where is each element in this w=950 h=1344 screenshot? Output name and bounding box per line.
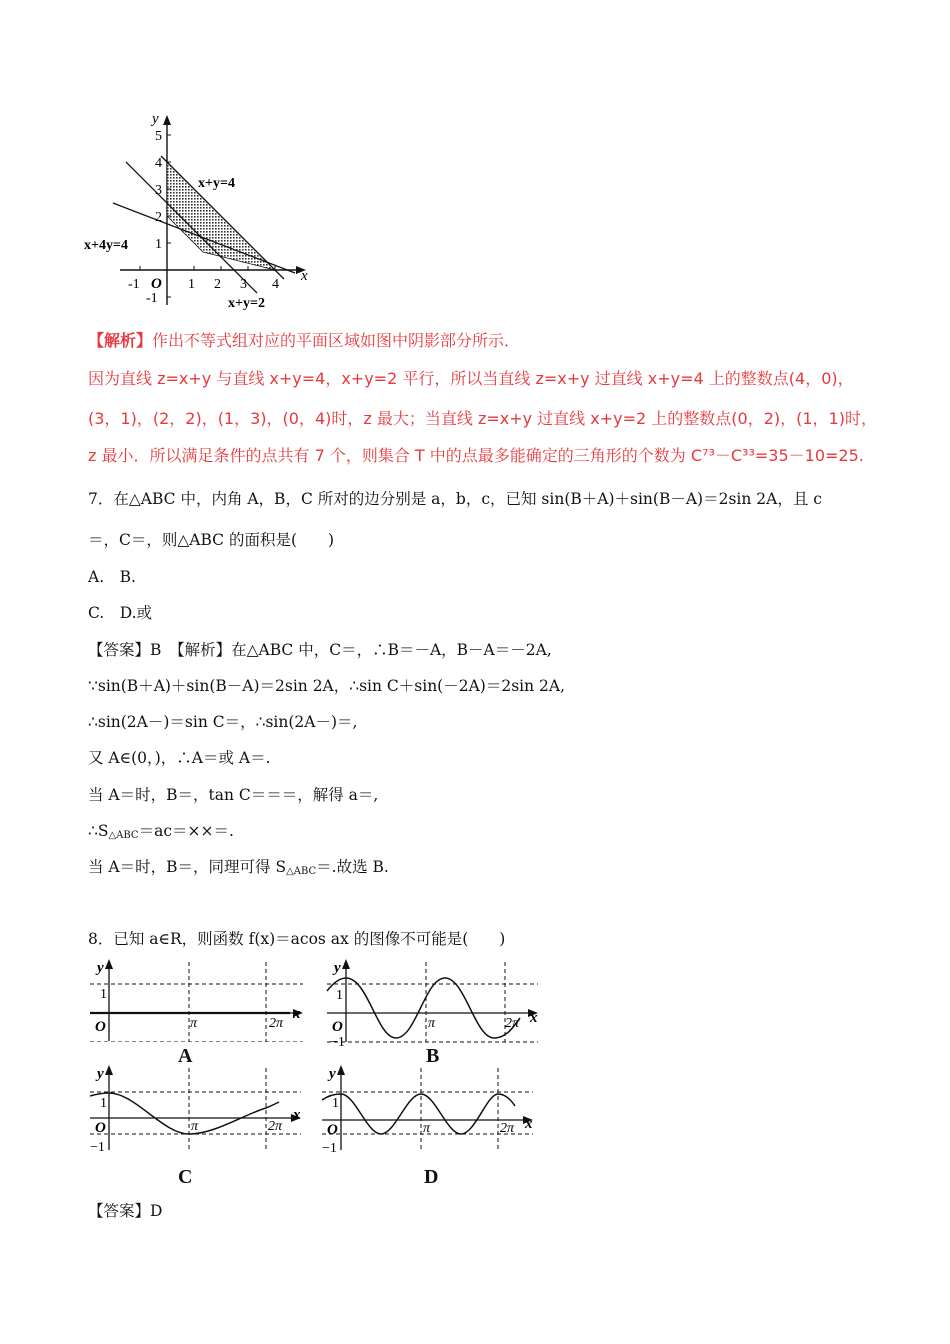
svg-text:x: x <box>530 1010 538 1026</box>
svg-text:x: x <box>293 1107 301 1123</box>
y-tick-5: 5 <box>155 129 162 144</box>
svg-text:x: x <box>293 1006 301 1022</box>
svg-text:−1: −1 <box>330 1035 345 1048</box>
graph-c-label: C <box>178 1166 193 1188</box>
svg-text:π: π <box>428 1016 436 1031</box>
x-tick-m1: -1 <box>128 277 140 292</box>
q7-solution-4: 当 A＝时，B＝，tan C＝＝＝，解得 a＝, <box>88 786 379 804</box>
y-axis-label: y <box>152 111 159 127</box>
svg-text:1: 1 <box>336 988 343 1003</box>
graph-b <box>322 958 552 1048</box>
q7-solution-6: 当 A＝时，B＝，同理可得 $S_{\triangle ABC}=$.故选 B. <box>88 858 389 877</box>
x-tick-4: 4 <box>272 277 279 292</box>
q7-answer: 【答案】B 【解析】在△ABC 中，C＝，∴B＝－A，B－A＝－2A, <box>88 641 552 659</box>
svg-text:π: π <box>423 1121 431 1136</box>
y-tick-4: 4 <box>155 156 162 171</box>
label-x-plus-y-4: x+y=4 <box>198 176 235 191</box>
svg-text:−1: −1 <box>90 1140 105 1154</box>
svg-text:y: y <box>97 1066 104 1082</box>
svg-text:−1: −1 <box>322 1141 337 1154</box>
svg-text:1: 1 <box>100 987 107 1002</box>
origin-label: O <box>151 276 162 292</box>
label-x-plus-4y-4: x+4y=4 <box>84 238 128 253</box>
analysis-line-1: 【解析】作出不等式组对应的平面区域如图中阴影部分所示． <box>88 331 521 350</box>
y-tick-2: 2 <box>155 210 162 225</box>
svg-text:1: 1 <box>332 1096 339 1111</box>
q8-answer: 【答案】D <box>88 1202 163 1220</box>
q7-stem-2: ＝，C＝，则△ABC 的面积是( ) <box>88 531 335 549</box>
graph-b-label: B <box>426 1045 440 1067</box>
svg-text:2π: 2π <box>268 1119 283 1134</box>
svg-text:π: π <box>191 1119 199 1134</box>
svg-text:y: y <box>334 960 341 976</box>
graph-a-label: A <box>178 1045 193 1067</box>
analysis-line-4: z 最小．所以满足条件的点共有 7 个，则集合 T 中的点最多能确定的三角形的个数为 C⁷³－C³³=35－10=25. <box>88 446 864 465</box>
q7-options-ab: A. B. <box>88 568 136 586</box>
x-tick-1: 1 <box>188 277 195 292</box>
svg-text:2π: 2π <box>269 1016 284 1031</box>
y-tick-3: 3 <box>155 183 162 198</box>
svg-text:y: y <box>97 960 104 976</box>
q7-solution-1: ∵sin(B＋A)＋sin(B－A)＝2sin 2A，∴sin C＋sin(－2A)＝2sin 2A, <box>88 677 565 695</box>
graph-d-label: D <box>424 1166 439 1188</box>
graph-d <box>317 1064 547 1154</box>
svg-text:2π: 2π <box>505 1016 520 1031</box>
x-tick-2: 2 <box>214 277 221 292</box>
svg-text:O: O <box>95 1019 106 1035</box>
svg-text:x: x <box>525 1116 533 1132</box>
x-axis-label: x <box>301 268 308 284</box>
svg-text:y: y <box>329 1066 336 1082</box>
y-axis-arrow <box>163 115 171 125</box>
q8-stem: 8．已知 a∈R，则函数 f(x)＝acos ax 的图像不可能是( ) <box>88 930 506 948</box>
q7-solution-2: ∴sin(2A－)＝sin C＝，∴sin(2A－)＝, <box>88 713 358 731</box>
q7-stem-1: 7．在△ABC 中，内角 A，B，C 所对的边分别是 a，b，c，已知 sin(B＋A)＋sin(B－A)＝2sin 2A，且 c <box>88 490 822 508</box>
q7-solution-3: 又 A∈(0，)，∴A＝或 A＝. <box>88 749 271 767</box>
svg-text:1: 1 <box>100 1096 107 1111</box>
graph-a <box>85 958 315 1042</box>
svg-text:π: π <box>190 1016 198 1031</box>
svg-text:O: O <box>95 1120 106 1136</box>
line-x-plus-y-2 <box>126 162 257 293</box>
label-x-plus-y-2: x+y=2 <box>228 296 265 311</box>
y-tick-m1: -1 <box>146 291 158 306</box>
svg-text:O: O <box>327 1122 338 1138</box>
q7-options-cd: C. D.或 <box>88 604 153 622</box>
svg-text:2π: 2π <box>500 1121 515 1136</box>
graph-c <box>85 1064 315 1154</box>
svg-text:O: O <box>332 1019 343 1035</box>
y-tick-1: 1 <box>155 237 162 252</box>
analysis-tag: 【解析】 <box>88 331 153 350</box>
q7-solution-5: $\therefore S_{\triangle ABC}=ac=\times\times=$. <box>88 822 234 841</box>
analysis-line-3: (3，1)，(2，2)，(1，3)，(0，4)时，z 最大；当直线 z=x+y 过直线 x+y=2 上的整数点(0，2)，(1，1)时， <box>88 409 877 428</box>
analysis-line-2: 因为直线 z=x+y 与直线 x+y=4，x+y=2 平行，所以当直线 z=x+y 过直线 x+y=4 上的整数点(4，0)， <box>88 369 854 388</box>
feasible-region-figure <box>80 105 330 315</box>
x-tick-3: 3 <box>240 277 247 292</box>
